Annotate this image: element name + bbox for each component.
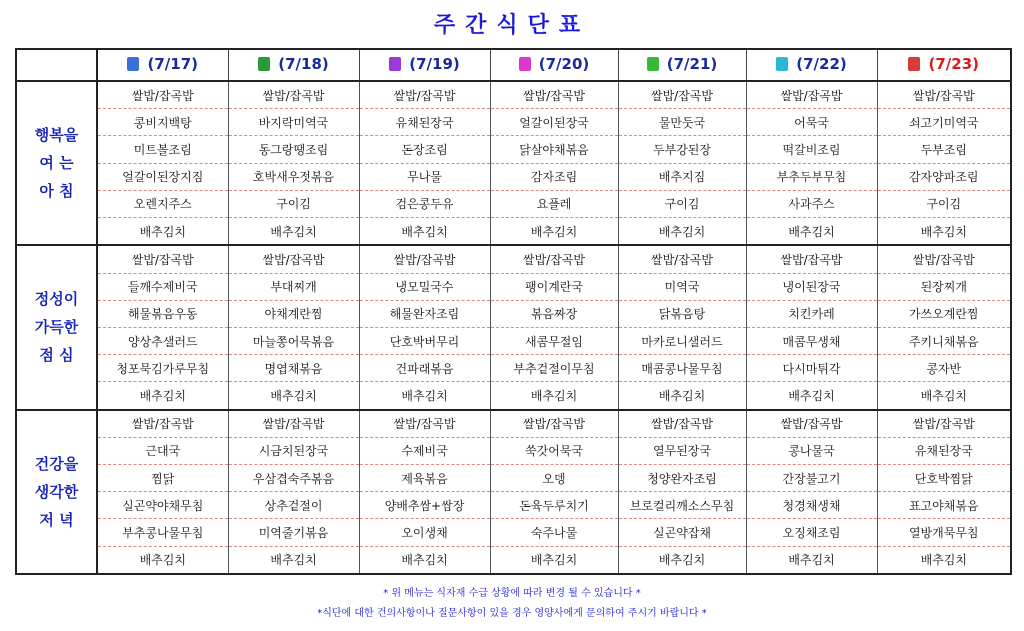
menu-item: 쌀밥/잡곡밥: [228, 410, 359, 438]
header-corner: [16, 49, 97, 81]
menu-row: [16, 81, 1011, 109]
day-header-2: [228, 49, 359, 81]
menu-item: 찜닭: [97, 465, 228, 492]
meal-label-line: 건강을: [34, 454, 79, 473]
menu-item: 동그랑땡조림: [228, 136, 359, 163]
menu-item: 얼갈이된장지짐: [97, 163, 228, 190]
menu-item: 감자조림: [490, 163, 618, 190]
menu-item: 배추김치: [490, 382, 618, 410]
menu-item: 유채된장국: [877, 437, 1011, 464]
menu-item: 새콤무절임: [490, 327, 618, 354]
menu-item: 구이김: [228, 190, 359, 217]
menu-item: 얼갈이된장국: [490, 109, 618, 136]
menu-item: 쌀밥/잡곡밥: [228, 245, 359, 273]
menu-item: 쌀밥/잡곡밥: [618, 245, 746, 273]
menu-item: 쑥갓어묵국: [490, 437, 618, 464]
menu-item: 유채된장국: [359, 109, 490, 136]
menu-item: 제육볶음: [359, 465, 490, 492]
menu-item: 가쓰오계란찜: [877, 300, 1011, 327]
menu-item: 쌀밥/잡곡밥: [97, 410, 228, 438]
menu-item: 배추김치: [746, 382, 877, 410]
menu-item: 우삼겹숙주볶음: [228, 465, 359, 492]
menu-item: 배추김치: [618, 382, 746, 410]
menu-row: [16, 355, 1011, 382]
menu-item: 브로컬리깨소스무침: [618, 492, 746, 519]
meal-label-line: 생각한: [34, 482, 79, 501]
menu-item: 명엽채볶음: [228, 355, 359, 382]
menu-item: 물만둣국: [618, 109, 746, 136]
menu-item: 오뎅: [490, 465, 618, 492]
menu-item: 된장찌개: [877, 273, 1011, 300]
menu-item: 청포묵김가루무침: [97, 355, 228, 382]
day-date-label: (7/18): [278, 55, 329, 73]
menu-row: [16, 245, 1011, 273]
menu-item: 마늘쫑어묵볶음: [228, 327, 359, 354]
menu-item: 두부조림: [877, 136, 1011, 163]
menu-item: 부추콩나물무침: [97, 519, 228, 546]
menu-item: 콩비지백탕: [97, 109, 228, 136]
menu-item: 볶음짜장: [490, 300, 618, 327]
menu-item: 오징채조림: [746, 519, 877, 546]
menu-item: 쌀밥/잡곡밥: [228, 81, 359, 109]
menu-item: 닭살야채볶음: [490, 136, 618, 163]
menu-item: 쌀밥/잡곡밥: [490, 410, 618, 438]
flower-icon: [258, 57, 270, 71]
day-header-6: [746, 49, 877, 81]
leaf-icon: [647, 57, 659, 71]
menu-item: 사과주스: [746, 190, 877, 217]
menu-item: 구이김: [618, 190, 746, 217]
menu-item: 양배추쌈+쌈장: [359, 492, 490, 519]
weekly-menu-table: [15, 48, 1012, 575]
menu-item: 배추김치: [359, 546, 490, 574]
menu-item: 호박새우젓볶음: [228, 163, 359, 190]
menu-item: 양상추샐러드: [97, 327, 228, 354]
menu-item: 쌀밥/잡곡밥: [97, 245, 228, 273]
menu-item: 오렌지주스: [97, 190, 228, 217]
menu-item: 상추겉절이: [228, 492, 359, 519]
menu-item: 배추김치: [228, 218, 359, 246]
menu-item: 쌀밥/잡곡밥: [877, 410, 1011, 438]
day-date-label: (7/21): [666, 55, 718, 73]
menu-item: 매콤무생채: [746, 327, 877, 354]
menu-item: 배추김치: [618, 546, 746, 574]
day-header-4: [490, 49, 618, 81]
menu-row: [16, 437, 1011, 464]
menu-item: 배추김치: [97, 382, 228, 410]
menu-item: 마카로니샐러드: [618, 327, 746, 354]
day-header-1: [97, 49, 228, 81]
menu-item: 쌀밥/잡곡밥: [490, 245, 618, 273]
menu-item: 콩자반: [877, 355, 1011, 382]
menu-item: 단호박찜닭: [877, 465, 1011, 492]
menu-item: 열무된장국: [618, 437, 746, 464]
menu-item: 팽이계란국: [490, 273, 618, 300]
menu-item: 간장불고기: [746, 465, 877, 492]
notice-contact: *식단에 대한 건의사항이나 질문사항이 있을 경우 영양사에게 문의하여 주시기 바랍니다 *: [317, 608, 707, 619]
menu-item: 요플레: [490, 190, 618, 217]
menu-item: 표고야채볶음: [877, 492, 1011, 519]
menu-item: 배추김치: [877, 382, 1011, 410]
menu-item: 쌀밥/잡곡밥: [746, 81, 877, 109]
notice-substitution: * 위 메뉴는 식자재 수급 상황에 따라 변경 될 수 있습니다 *: [383, 588, 641, 599]
menu-item: 미트볼조림: [97, 136, 228, 163]
menu-item: 배추김치: [228, 382, 359, 410]
menu-item: 들깨수제비국: [97, 273, 228, 300]
menu-item: 오이생채: [359, 519, 490, 546]
menu-item: 근대국: [97, 437, 228, 464]
menu-item: 배추김치: [618, 218, 746, 246]
day-header-5: [618, 49, 746, 81]
menu-item: 배추김치: [490, 218, 618, 246]
meal-label-line: 정성이: [34, 290, 79, 309]
menu-item: 매콤콩나물무침: [618, 355, 746, 382]
menu-row: [16, 218, 1011, 246]
menu-item: 다시마튀각: [746, 355, 877, 382]
note-icon: [776, 57, 788, 71]
meal-label: [16, 81, 97, 245]
meal-label: [16, 245, 97, 409]
menu-item: 배추지짐: [618, 163, 746, 190]
menu-item: 배추김치: [877, 218, 1011, 246]
menu-row: [16, 465, 1011, 492]
menu-row: [16, 163, 1011, 190]
menu-row: [16, 410, 1011, 438]
menu-item: 쌀밥/잡곡밥: [359, 410, 490, 438]
menu-item: 건파래볶음: [359, 355, 490, 382]
menu-row: [16, 300, 1011, 327]
menu-item: 쌀밥/잡곡밥: [877, 245, 1011, 273]
menu-item: 배추김치: [97, 218, 228, 246]
menu-item: 주키니채볶음: [877, 327, 1011, 354]
menu-item: 무나물: [359, 163, 490, 190]
calendar-icon: [127, 57, 139, 71]
menu-row: [16, 273, 1011, 300]
menu-item: 배추김치: [359, 382, 490, 410]
day-header-7: [877, 49, 1011, 81]
menu-item: 수제비국: [359, 437, 490, 464]
day-header-row: [16, 49, 1011, 81]
meal-label: [16, 410, 97, 574]
meal-label-line: 저 녁: [39, 510, 74, 529]
menu-item: 청경채생채: [746, 492, 877, 519]
menu-item: 돈육두루치기: [490, 492, 618, 519]
menu-item: 쌀밥/잡곡밥: [359, 245, 490, 273]
menu-row: [16, 327, 1011, 354]
menu-item: 청양완자조림: [618, 465, 746, 492]
meal-label-line: 행복을: [34, 126, 79, 145]
bookmark-icon: [519, 57, 531, 71]
menu-item: 부추겉절이무침: [490, 355, 618, 382]
menu-item: 해물완자조림: [359, 300, 490, 327]
menu-item: 두부강된장: [618, 136, 746, 163]
menu-item: 미역줄기볶음: [228, 519, 359, 546]
menu-item: 쌀밥/잡곡밥: [746, 245, 877, 273]
menu-item: 배추김치: [746, 546, 877, 574]
menu-item: 쌀밥/잡곡밥: [618, 81, 746, 109]
menu-row: [16, 546, 1011, 574]
menu-item: 쇠고기미역국: [877, 109, 1011, 136]
menu-item: 닭볶음탕: [618, 300, 746, 327]
menu-item: 감자양파조림: [877, 163, 1011, 190]
menu-item: 냉이된장국: [746, 273, 877, 300]
menu-item: 미역국: [618, 273, 746, 300]
calendar-icon: [908, 57, 920, 71]
day-date-label: (7/22): [796, 55, 847, 73]
menu-item: 열방개묵무침: [877, 519, 1011, 546]
menu-item: 배추김치: [97, 546, 228, 574]
meal-label-line: 여 는: [39, 154, 74, 173]
day-date-label: (7/20): [538, 55, 590, 73]
menu-row: [16, 190, 1011, 217]
tree-icon: [389, 57, 401, 71]
menu-item: 검은콩두유: [359, 190, 490, 217]
menu-item: 어묵국: [746, 109, 877, 136]
menu-row: [16, 492, 1011, 519]
menu-item: 배추김치: [490, 546, 618, 574]
menu-item: 쌀밥/잡곡밥: [618, 410, 746, 438]
menu-item: 단호박버무리: [359, 327, 490, 354]
menu-item: 치킨카레: [746, 300, 877, 327]
day-date-label: (7/19): [409, 55, 460, 73]
menu-item: 시금치된장국: [228, 437, 359, 464]
day-date-label: (7/23): [928, 55, 979, 73]
menu-item: 콩나물국: [746, 437, 877, 464]
menu-item: 숙주나물: [490, 519, 618, 546]
menu-item: 부추두부무침: [746, 163, 877, 190]
menu-item: 실곤약야채무침: [97, 492, 228, 519]
menu-item: 쌀밥/잡곡밥: [746, 410, 877, 438]
menu-item: 실곤약잡채: [618, 519, 746, 546]
meal-label-line: 아 침: [39, 182, 74, 201]
menu-item: 냉모밀국수: [359, 273, 490, 300]
day-header-3: [359, 49, 490, 81]
menu-item: 쌀밥/잡곡밥: [877, 81, 1011, 109]
menu-item: 떡갈비조림: [746, 136, 877, 163]
menu-item: 야채계란찜: [228, 300, 359, 327]
day-date-label: (7/17): [147, 55, 198, 73]
page-title: 주간식단표: [433, 13, 591, 38]
menu-row: [16, 382, 1011, 410]
menu-row: [16, 519, 1011, 546]
menu-item: 쌀밥/잡곡밥: [359, 81, 490, 109]
menu-row: [16, 136, 1011, 163]
menu-item: 부대찌개: [228, 273, 359, 300]
menu-item: 쌀밥/잡곡밥: [490, 81, 618, 109]
menu-item: 배추김치: [228, 546, 359, 574]
menu-item: 구이김: [877, 190, 1011, 217]
menu-item: 쌀밥/잡곡밥: [97, 81, 228, 109]
menu-item: 바지락미역국: [228, 109, 359, 136]
menu-item: 배추김치: [877, 546, 1011, 574]
menu-item: 돈장조림: [359, 136, 490, 163]
meal-label-line: 점 심: [39, 346, 74, 365]
menu-item: 해물볶음우동: [97, 300, 228, 327]
menu-item: 배추김치: [359, 218, 490, 246]
menu-item: 배추김치: [746, 218, 877, 246]
menu-row: [16, 109, 1011, 136]
meal-label-line: 가득한: [34, 318, 79, 337]
